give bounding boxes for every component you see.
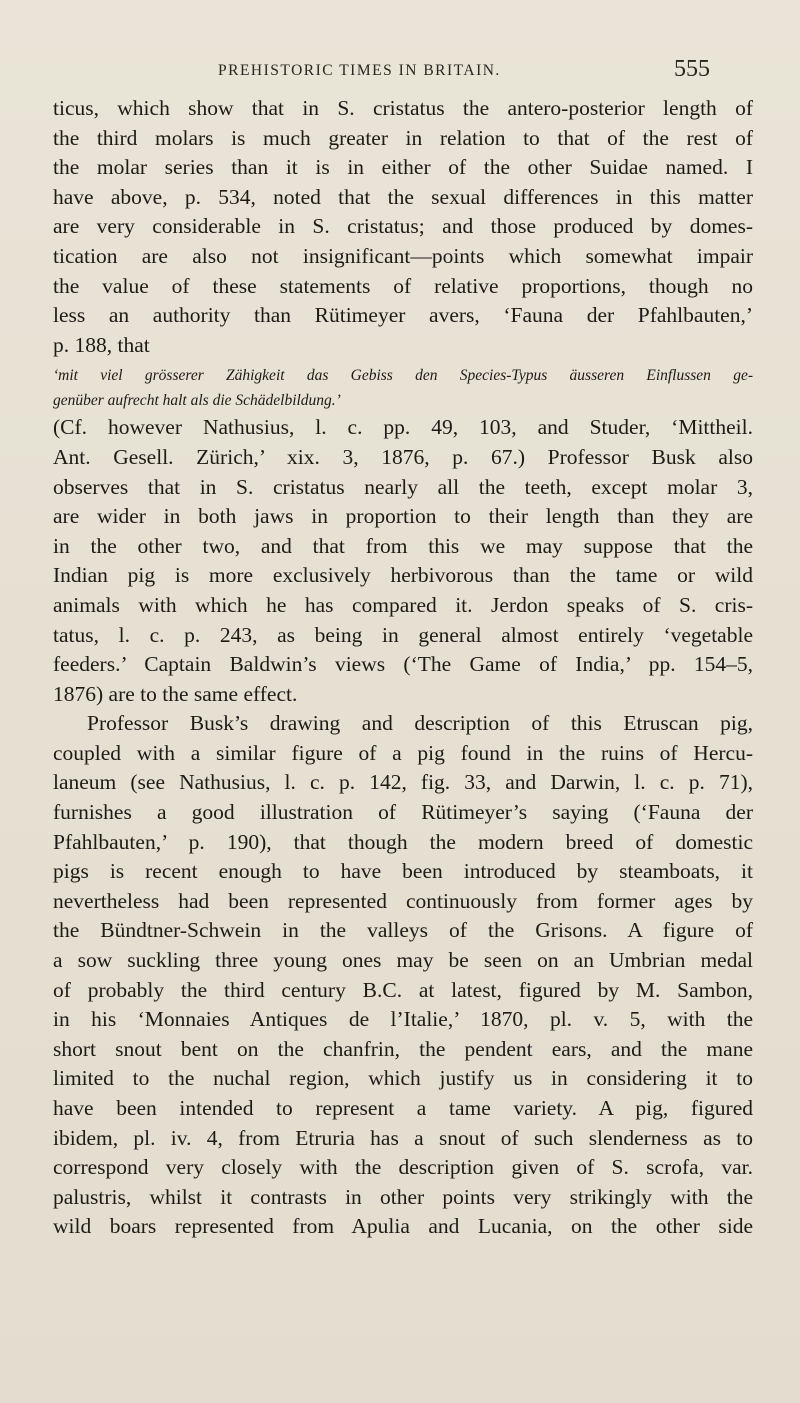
text-line: tatus, l. c. p. 243, as being in general almost entirely ‘vegetable: [53, 622, 753, 647]
text-line: the third molars is much greater in relation to that of the rest of: [53, 125, 753, 150]
text-line: nevertheless had been represented continuously from former ages by: [53, 888, 753, 913]
running-head: PREHISTORIC TIMES IN BRITAIN.: [218, 62, 501, 79]
text-line: furnishes a good illustration of Rütimeyer’s saying (‘Fauna der: [53, 800, 753, 825]
text-line: the Bündtner-Schwein in the valleys of the Grisons. A figure of: [53, 918, 753, 943]
text-line: less an authority than Rütimeyer avers, ‘Fauna der Pfahlbauten,’: [53, 303, 753, 328]
text-line: correspond very closely with the description given of S. scrofa, var.: [53, 1155, 753, 1180]
text-line: the value of these statements of relative proportions, though no: [53, 273, 753, 298]
text-line: in his ‘Monnaies Antiques de l’Italie,’ 1870, pl. v. 5, with the: [53, 1007, 753, 1032]
text-line: are wider in both jaws in proportion to their length than they are: [53, 504, 753, 529]
text-line: short snout bent on the chanfrin, the pendent ears, and the mane: [53, 1036, 753, 1061]
text-line: Ant. Gesell. Zürich,’ xix. 3, 1876, p. 67.) Professor Busk also: [53, 444, 753, 469]
text-line: in the other two, and that from this we may suppose that the: [53, 533, 753, 558]
text-line: coupled with a similar figure of a pig found in the ruins of Hercu-: [53, 740, 753, 765]
text-line: feeders.’ Captain Baldwin’s views (‘The Game of India,’ pp. 154–5,: [53, 652, 753, 677]
text-line: Indian pig is more exclusively herbivorous than the tame or wild: [53, 563, 753, 588]
page-number: 555: [674, 56, 710, 82]
body-text: [53, 94, 753, 1242]
text-line: of probably the third century B.C. at latest, figured by M. Sambon,: [53, 977, 753, 1002]
text-line: a sow suckling three young ones may be seen on an Umbrian medal: [53, 948, 753, 973]
text-line: ibidem, pl. iv. 4, from Etruria has a snout of such slenderness as to: [53, 1125, 753, 1150]
quotation-line: genüber aufrecht halt als die Schädelbildung.’: [53, 392, 341, 410]
text-line: Professor Busk’s drawing and description of this Etruscan pig,: [87, 711, 753, 736]
text-line: p. 188, that: [53, 332, 150, 357]
text-line: ticus, which show that in S. cristatus the antero-posterior length of: [53, 96, 753, 120]
text-line: laneum (see Nathusius, l. c. p. 142, fig. 33, and Darwin, l. c. p. 71),: [53, 770, 753, 795]
text-line: 1876) are to the same effect.: [53, 681, 298, 706]
text-line: animals with which he has compared it. Jerdon speaks of S. cris-: [53, 592, 753, 617]
text-line: tication are also not insignificant—points which somewhat impair: [53, 243, 753, 268]
text-line: the molar series than it is in either of the other Suidae named. I: [53, 155, 753, 180]
quotation-line: ‘mit viel grösserer Zähigkeit das Gebiss den Species-Typus äusseren Einflussen ge-: [53, 367, 753, 385]
text-line: have been intended to represent a tame variety. A pig, figured: [53, 1096, 753, 1120]
text-line: limited to the nuchal region, which justify us in considering it to: [53, 1066, 753, 1091]
text-line: have above, p. 534, noted that the sexual differences in this matter: [53, 184, 753, 209]
text-line: Pfahlbauten,’ p. 190), that though the modern breed of domestic: [53, 829, 753, 854]
text-line: wild boars represented from Apulia and Lucania, on the other side: [53, 1214, 753, 1239]
text-line: (Cf. however Nathusius, l. c. pp. 49, 103, and Studer, ‘Mittheil.: [53, 415, 753, 440]
text-line: palustris, whilst it contrasts in other points very strikingly with the: [53, 1184, 753, 1209]
text-line: observes that in S. cristatus nearly all the teeth, except molar 3,: [53, 474, 753, 499]
text-line: are very considerable in S. cristatus; and those produced by domes-: [53, 214, 753, 239]
text-line: pigs is recent enough to have been introduced by steamboats, it: [53, 859, 753, 884]
